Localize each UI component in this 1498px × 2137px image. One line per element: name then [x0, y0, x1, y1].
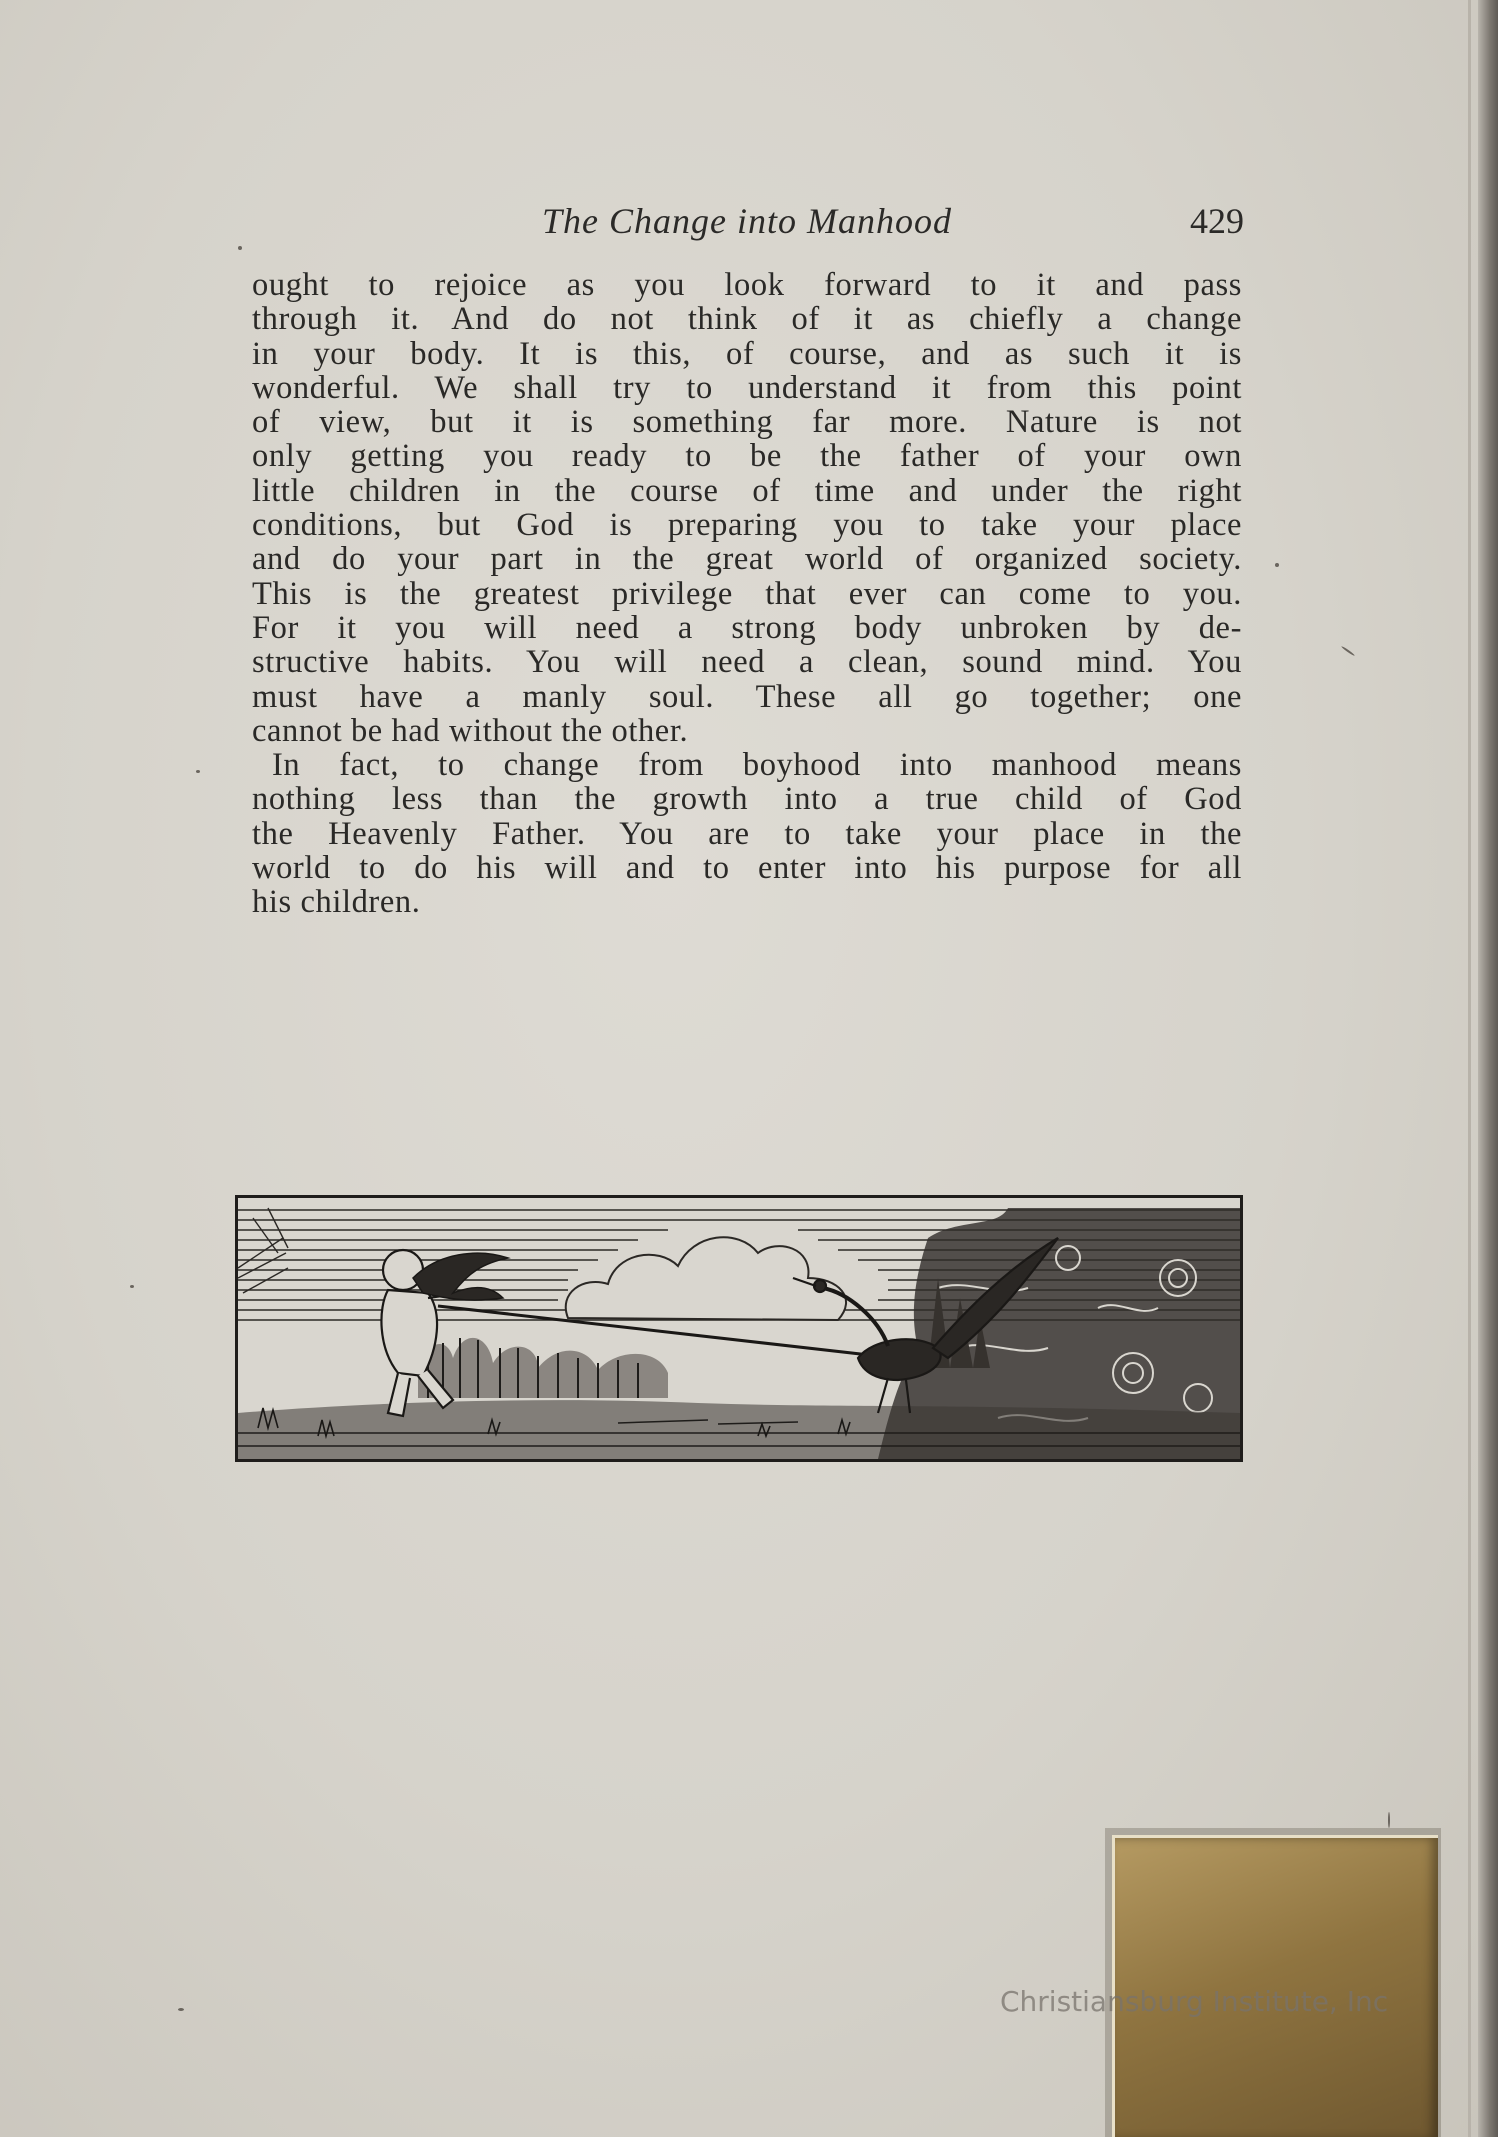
text-line: world to do his will and to enter into his purpose for all	[252, 850, 1242, 887]
text-line: of view, but it is something far more. Nature is not	[252, 404, 1242, 441]
text-line: little children in the course of time and under the right	[252, 472, 1242, 509]
watermark: Christiansburg Institute, Inc	[1000, 1985, 1389, 2018]
paper-speck	[196, 770, 200, 773]
text-line: cannot be had without the other.	[252, 712, 689, 749]
text-line: In fact, to change from boyhood into manhood means	[272, 747, 1242, 784]
cupid-leading-bird-woodcut-icon	[238, 1198, 1240, 1459]
text-line: must have a manly soul. These all go together; one	[252, 678, 1242, 715]
text-line: wonderful. We shall try to understand it from this point	[252, 369, 1242, 406]
paper-speck	[238, 246, 242, 250]
text-line: conditions, but God is preparing you to take your place	[252, 507, 1242, 544]
text-line: only getting you ready to be the father of your own	[252, 438, 1242, 475]
paper-speck	[1275, 563, 1279, 567]
book-edge	[1478, 0, 1498, 2137]
text-line: and do your part in the great world of organized society.	[252, 541, 1242, 578]
paper-speck	[178, 2008, 184, 2011]
woodcut-vignette	[235, 1195, 1243, 1462]
paper-speck	[130, 1285, 134, 1288]
text-line: This is the greatest privilege that ever can come to you.	[252, 575, 1242, 612]
page-fold	[1468, 0, 1471, 2137]
text-line: in your body. It is this, of course, and as such it is	[252, 335, 1242, 372]
text-line: nothing less than the growth into a true child of God	[252, 781, 1242, 818]
text-line: ought to rejoice as you look forward to it and pass	[252, 267, 1242, 303]
paper-speck	[1341, 646, 1355, 657]
running-head	[250, 200, 1244, 250]
text-line: structive habits. You will need a clean, sound mind. You	[252, 644, 1242, 681]
text-line: the Heavenly Father. You are to take your place in the	[252, 815, 1242, 852]
body-text	[252, 268, 1242, 920]
running-title: The Change into Manhood	[542, 201, 952, 241]
text-line: through it. And do not think of it as chiefly a change	[252, 301, 1242, 338]
page-number: 429	[1190, 201, 1244, 241]
text-line: his children.	[252, 884, 421, 921]
text-line: For it you will need a strong body unbroken by de-	[252, 609, 1242, 646]
paper-speck	[1388, 1812, 1390, 1828]
